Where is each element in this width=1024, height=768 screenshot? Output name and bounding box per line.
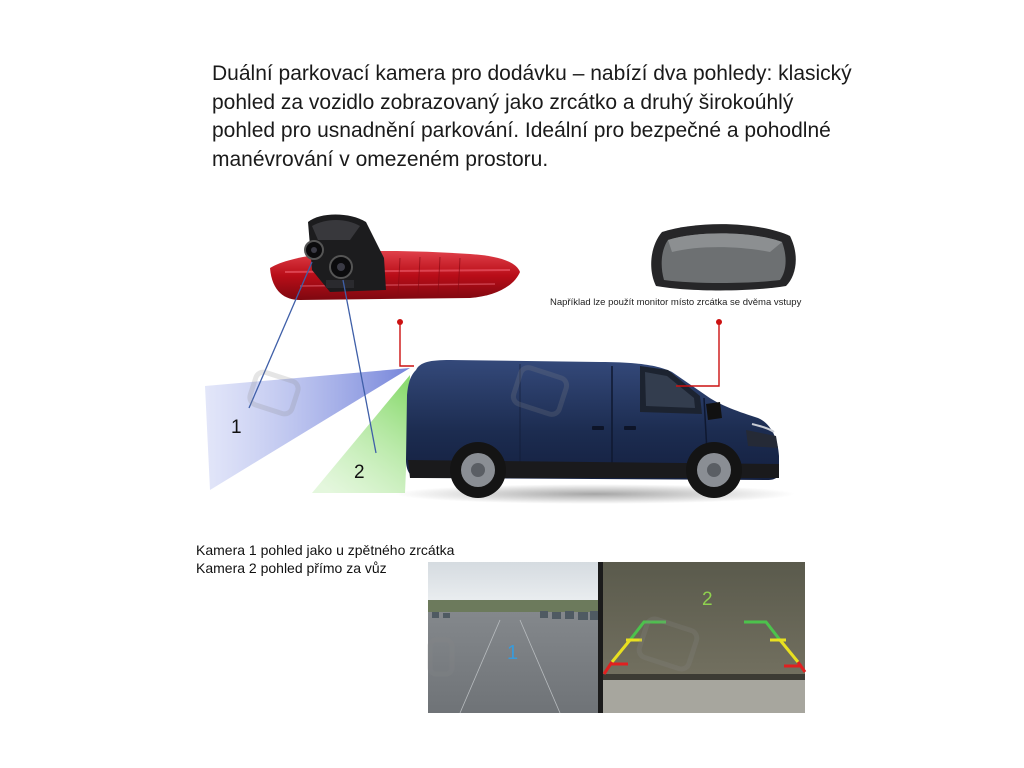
- van-illustration: [395, 360, 795, 504]
- camera-2-pointer-line: [343, 280, 376, 453]
- brake-light-camera: [270, 215, 520, 301]
- monitor-note: Například lze použít monitor místo zrcátka se dvěma vstupy: [550, 297, 802, 308]
- wire-end-dot: [716, 319, 722, 325]
- caption-camera-1: Kamera 1 pohled jako u zpětného zrcátka: [196, 542, 455, 558]
- product-description: Duální parkovací kamera pro dodávku – nabízí dva pohledy: klasický pohled za vozidlo zobrazovaný jako zrcátko a druhý širokoúhlý pohled pro usnadnění parkování. Ideální pro bezpečné a pohodlné manévrování v omezeném prostoru.: [212, 62, 852, 171]
- camera-2-label: 2: [354, 462, 365, 483]
- photo-1-label: 1: [507, 642, 519, 664]
- wire-end-dot: [397, 319, 403, 325]
- monitor-mirror: [651, 224, 796, 290]
- caption-camera-2: Kamera 2 pohled přímo za vůz: [196, 560, 387, 576]
- camera-1-label: 1: [231, 417, 242, 438]
- camera-captions: [196, 541, 454, 577]
- photo-2-label: 2: [702, 589, 713, 610]
- camera-view-photos: [428, 562, 805, 713]
